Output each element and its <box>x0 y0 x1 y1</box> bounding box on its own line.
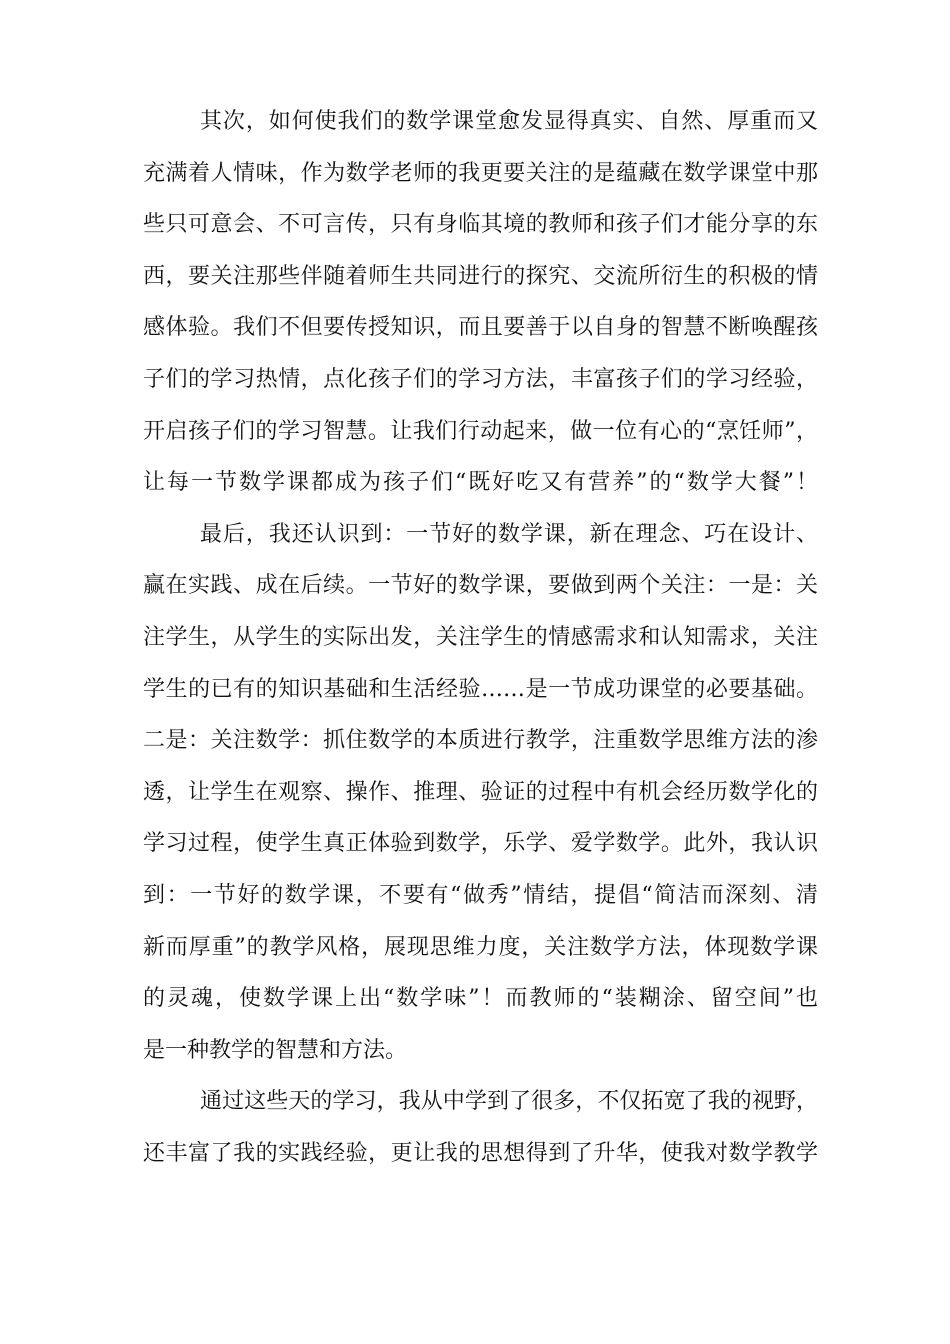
text-line: 的灵魂，使数学课上出“数学味”！而教师的“装糊涂、留空间”也 <box>143 986 818 1012</box>
text-line: 透，让学生在观察、操作、推理、验证的过程中有机会经历数学化的 <box>143 779 818 805</box>
text-line: 让每一节数学课都成为孩子们“既好吃又有营养”的“数学大餐”！ <box>143 470 818 496</box>
text-line: 注学生，从学生的实际出发，关注学生的情感需求和认知需求，关注 <box>143 624 818 650</box>
text-line: 是一种教学的智慧和方法。 <box>143 1037 408 1063</box>
text-line: 赢在实践、成在后续。一节好的数学课，要做到两个关注：一是：关 <box>143 573 818 599</box>
text-line: 还丰富了我的实践经验，更让我的思想得到了升华，使我对数学教学 <box>143 1140 818 1166</box>
text-line: 二是：关注数学：抓住数学的本质进行教学，注重数学思维方法的渗 <box>143 728 818 754</box>
paragraph-3 <box>143 1076 818 1179</box>
text-line: 西，要关注那些伴随着师生共同进行的探究、交流所衍生的积极的情 <box>143 263 818 289</box>
text-line: 最后，我还认识到：一节好的数学课，新在理念、巧在设计、 <box>200 521 818 547</box>
text-line: 开启孩子们的学习智慧。让我们行动起来，做一位有心的“烹饪师”， <box>143 418 818 444</box>
text-line: 新而厚重”的教学风格，展现思维力度，关注数学方法，体现数学课 <box>143 934 818 960</box>
paragraph-2 <box>143 509 818 1077</box>
text-line: 到：一节好的数学课，不要有“做秀”情结，提倡“简洁而深刻、清 <box>143 882 818 908</box>
text-line: 学生的已有的知识基础和生活经验……是一节成功课堂的必要基础。 <box>143 676 818 702</box>
text-line: 感体验。我们不但要传授知识，而且要善于以自身的智慧不断唤醒孩 <box>143 315 818 341</box>
paragraph-1 <box>143 96 818 509</box>
text-line: 通过这些天的学习，我从中学到了很多，不仅拓宽了我的视野， <box>200 1089 818 1115</box>
text-line: 充满着人情味，作为数学老师的我更要关注的是蕴藏在数学课堂中那 <box>143 160 818 186</box>
text-line: 些只可意会、不可言传，只有身临其境的教师和孩子们才能分享的东 <box>143 212 818 238</box>
text-line: 其次，如何使我们的数学课堂愈发显得真实、自然、厚重而又 <box>200 109 818 134</box>
document-body <box>143 96 818 1179</box>
text-line: 子们的学习热情，点化孩子们的学习方法，丰富孩子们的学习经验， <box>143 366 818 392</box>
text-line: 学习过程，使学生真正体验到数学，乐学、爱学数学。此外，我认识 <box>143 831 818 857</box>
